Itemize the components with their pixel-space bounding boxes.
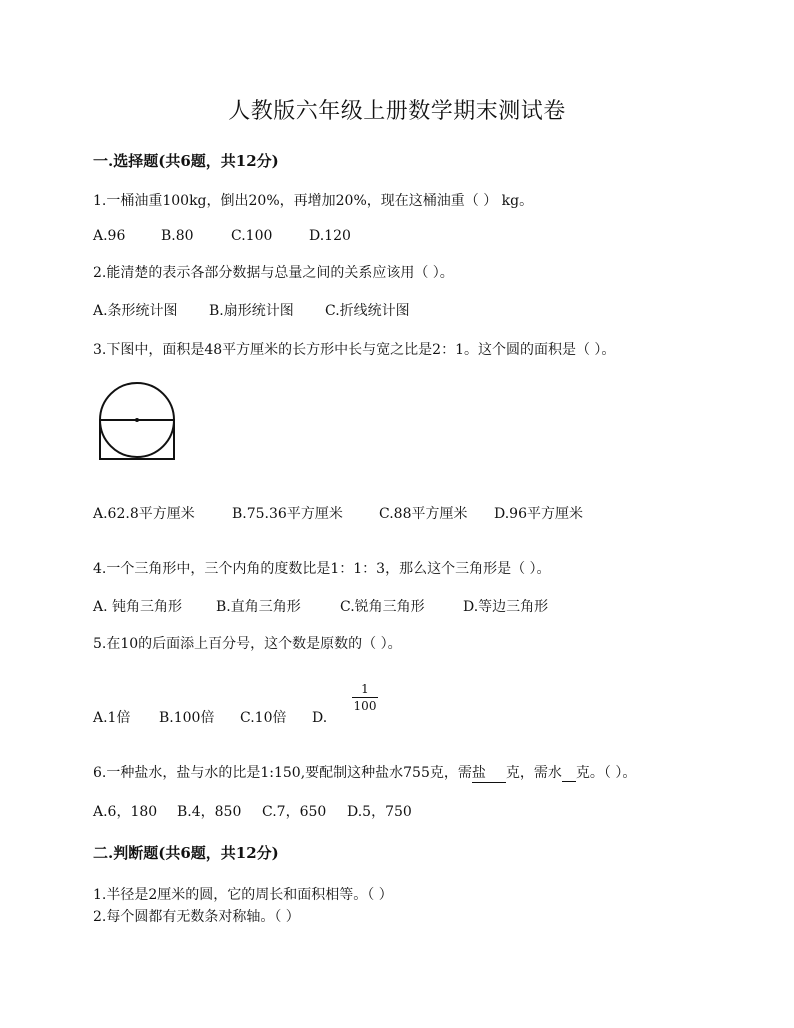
- circle-rectangle-figure: [98, 378, 182, 462]
- question-1-options: [93, 228, 351, 244]
- option-d: D.: [312, 710, 328, 726]
- question-6-text-b: 克，需水: [505, 765, 562, 781]
- option-b: B.扇形统计图: [209, 303, 294, 319]
- option-d: D.等边三角形: [463, 599, 549, 615]
- option-c: C.100: [231, 228, 273, 244]
- question-5: 5.在10的后面添上百分号，这个数是原数的（ ）。: [93, 636, 402, 652]
- option-b: B.直角三角形: [216, 599, 301, 615]
- option-d: D.96平方厘米: [494, 506, 583, 522]
- question-5-options: [93, 707, 327, 727]
- fraction-denominator: 100: [353, 699, 377, 713]
- page-title: 人教版六年级上册数学期末测试卷: [228, 99, 566, 124]
- fraction-one-hundredth: [352, 682, 378, 713]
- option-b: B.80: [161, 228, 194, 244]
- option-c: C.7，650: [262, 804, 327, 820]
- section-heading-choice: 一.选择题(共6题，共12分): [93, 152, 279, 170]
- blank-salt: [472, 762, 506, 783]
- question-4-options: [93, 596, 548, 616]
- judgement-1: 1.半径是2厘米的圆，它的周长和面积相等。（ ）: [93, 887, 393, 903]
- question-2: 2.能清楚的表示各部分数据与总量之间的关系应该用（ ）。: [93, 265, 454, 281]
- judgement-2: 2.每个圆都有无数条对称轴。（ ）: [93, 909, 300, 925]
- option-a: A. 钝角三角形: [93, 599, 183, 615]
- blank-water: [562, 765, 576, 782]
- option-a: A.条形统计图: [93, 303, 178, 319]
- question-6-text-c: 克。（ ）。: [575, 765, 637, 781]
- question-2-options: [93, 300, 410, 320]
- center-point: [135, 418, 139, 422]
- fraction-numerator: 1: [352, 682, 378, 698]
- option-c: C.折线统计图: [325, 303, 410, 319]
- option-c: C.88平方厘米: [379, 506, 468, 522]
- option-d: D.120: [309, 228, 351, 244]
- option-b: B.4，850: [177, 804, 242, 820]
- option-c: C.锐角三角形: [340, 599, 425, 615]
- question-6-text-a: 6.一种盐水，盐与水的比是1:150,要配制这种盐水755克，需: [93, 765, 472, 781]
- option-b: B.75.36平方厘米: [232, 506, 343, 522]
- question-1: 1.一桶油重100kg，倒出20%，再增加20%，现在这桶油重（ ） kg。: [93, 193, 534, 209]
- question-4: 4.一个三角形中，三个内角的度数比是1：1：3，那么这个三角形是（ ）。: [93, 561, 551, 577]
- option-a: A.1倍: [93, 710, 131, 726]
- question-3-options: [93, 503, 583, 523]
- option-d: D.5，750: [347, 804, 412, 820]
- option-a: A.62.8平方厘米: [93, 506, 195, 522]
- option-a: A.6，180: [93, 804, 158, 820]
- rectangle-shape: [100, 420, 174, 459]
- option-b: B.100倍: [159, 710, 215, 726]
- section-heading-judgement: 二.判断题(共6题，共12分): [93, 844, 279, 862]
- question-3: 3.下图中，面积是48平方厘米的长方形中长与宽之比是2：1。这个圆的面积是（ ）。: [93, 342, 616, 358]
- option-c: C.10倍: [240, 710, 287, 726]
- question-6-options: [93, 801, 412, 821]
- option-a: A.96: [93, 228, 126, 244]
- blank-salt-label: 盐: [471, 765, 486, 781]
- question-6: [93, 762, 636, 783]
